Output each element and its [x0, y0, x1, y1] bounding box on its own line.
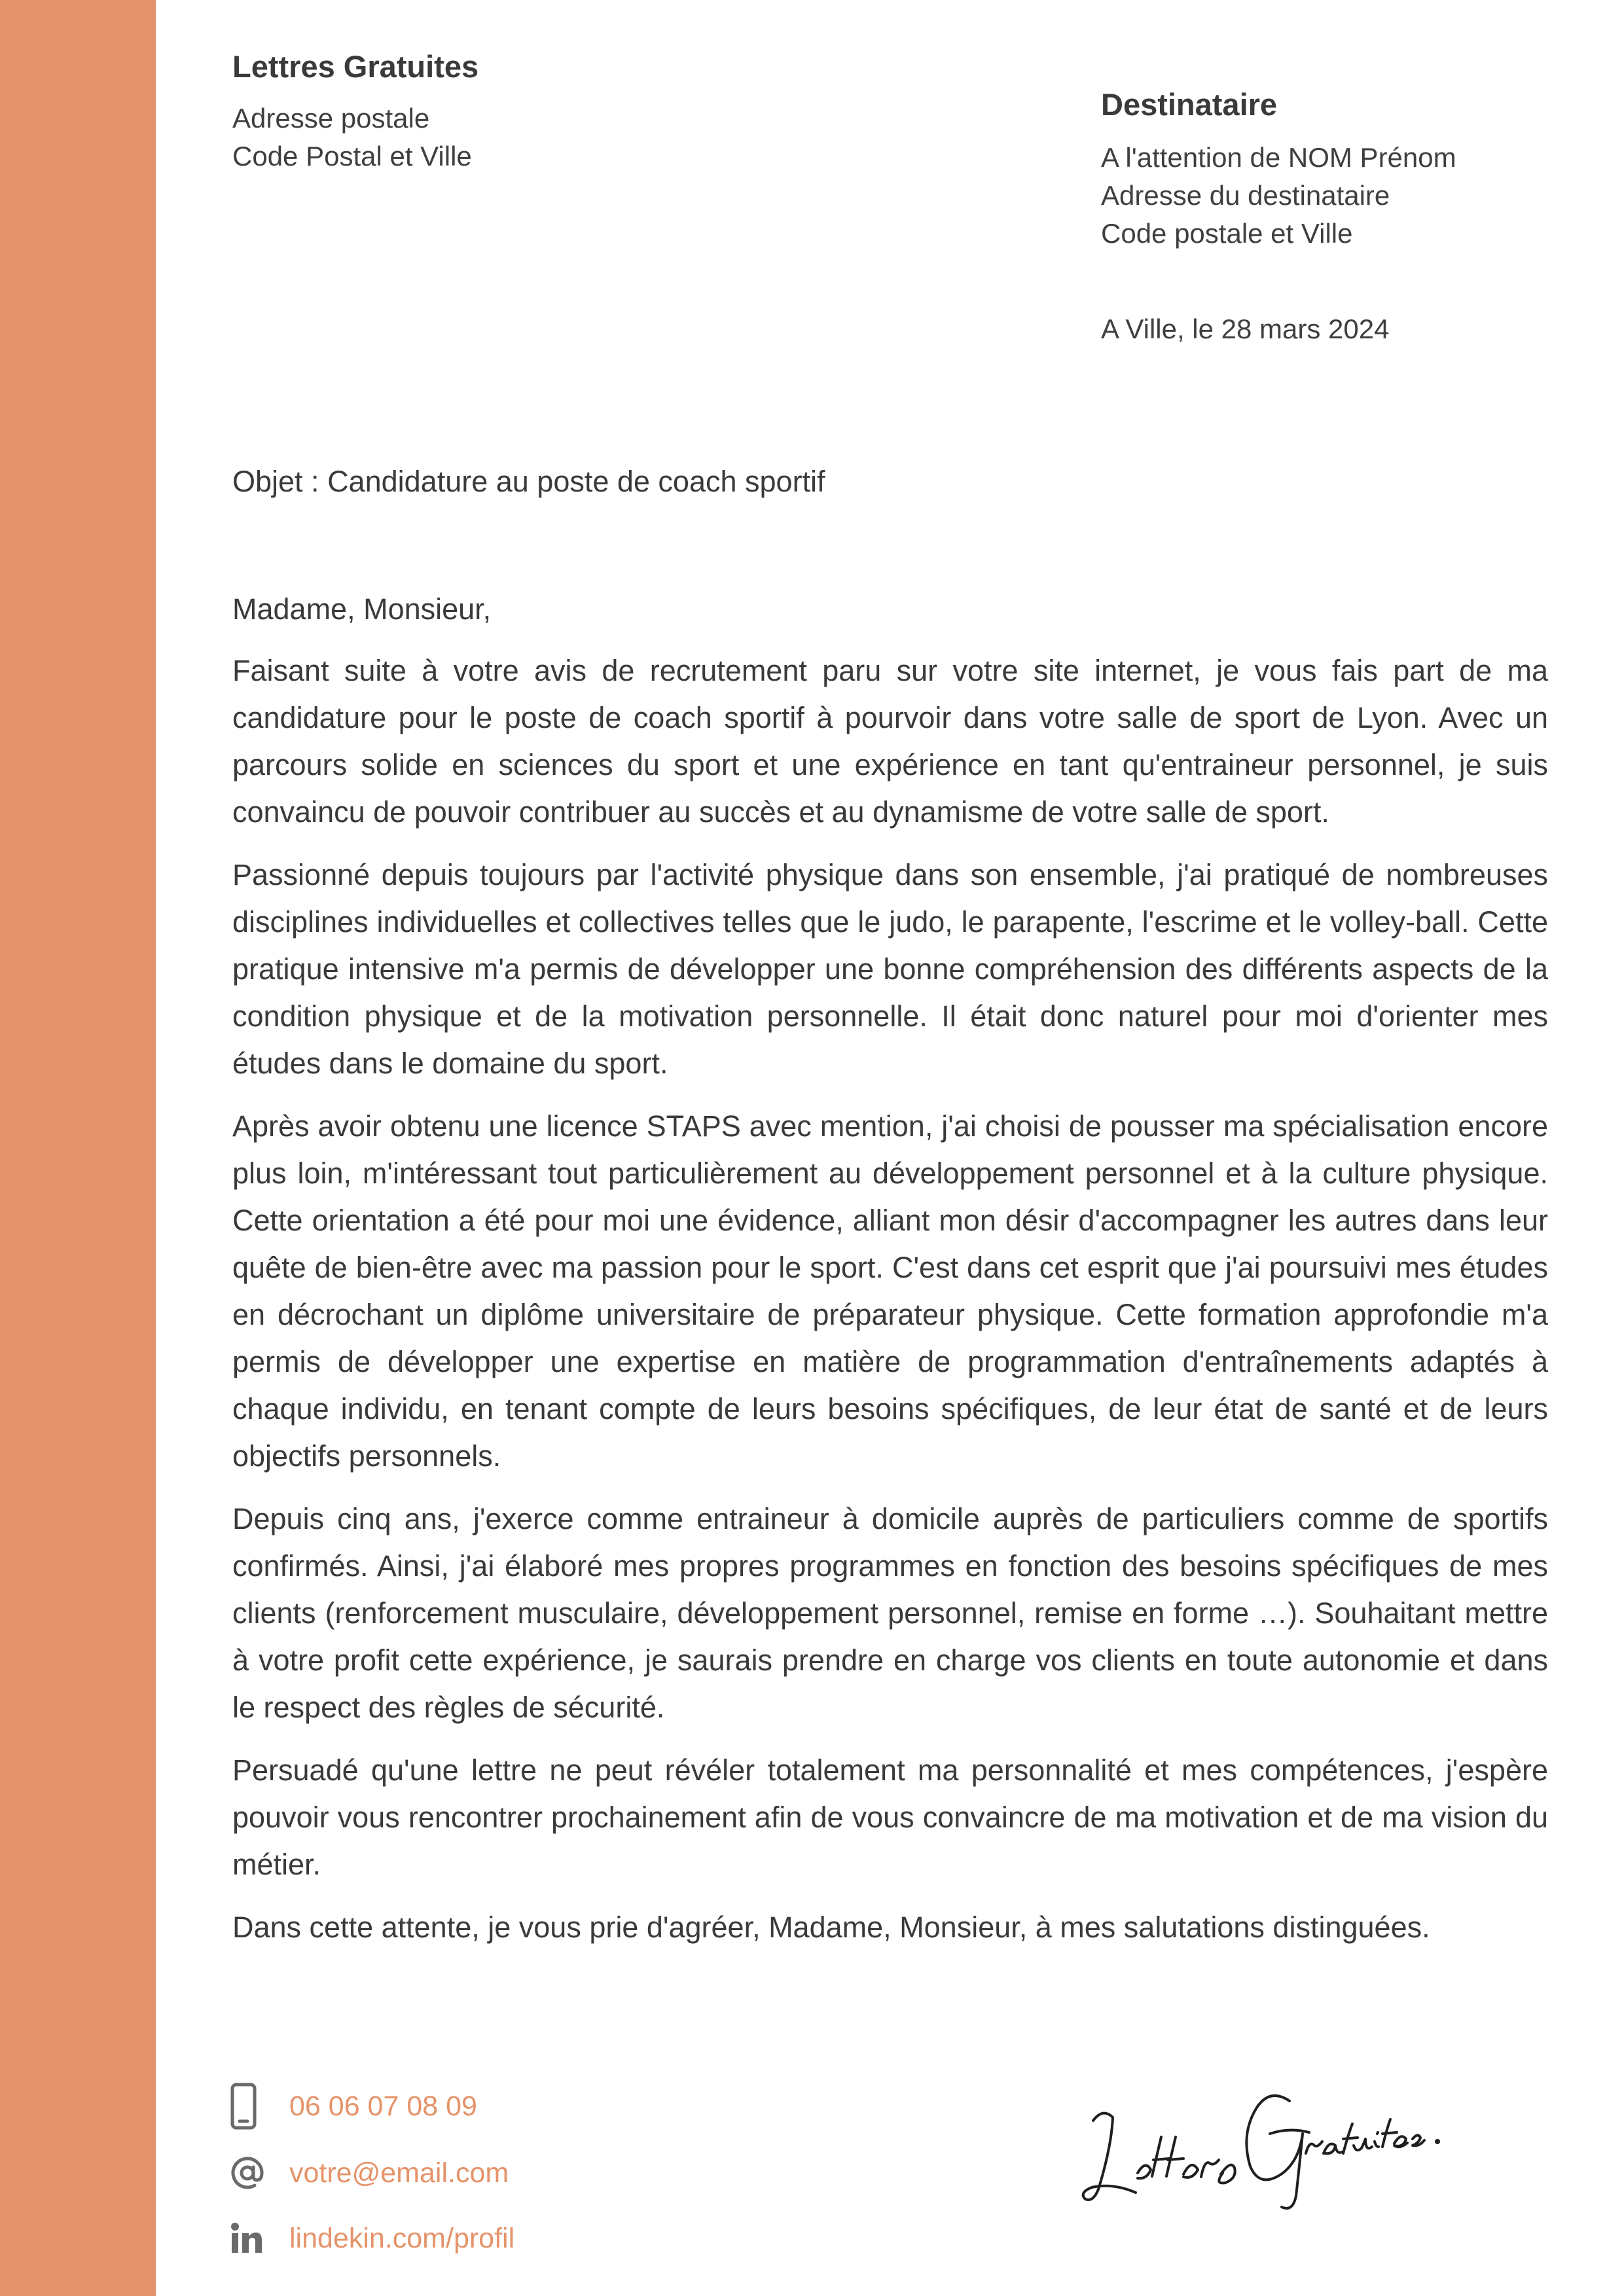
paragraph-2: Passionné depuis toujours par l'activité physique dans son ensemble, j'ai pratiqué de nombreuses disciplines individuelles et collectives telles que le judo, le parapente, l'escrime et le volley-ball. Cette pratique intensive m'a permis de développer une bonne compréhension des différents aspects de la condition physique et de la motivation personnelle. Il était donc naturel pour moi d'orienter mes études dans le domaine du sport. — [232, 858, 1548, 1080]
recipient-line3: Code postale et Ville — [1101, 218, 1353, 249]
letter-date: A Ville, le 28 mars 2024 — [1101, 314, 1390, 344]
salutation: Madame, Monsieur, — [232, 592, 492, 626]
recipient-block — [1101, 85, 1598, 253]
letter-subject: Objet : Candidature au poste de coach sportif — [232, 465, 825, 498]
linkedin-icon — [230, 2212, 276, 2265]
contact-phone — [230, 2080, 820, 2132]
paragraph-5: Persuadé qu'une lettre ne peut révéler totalement ma personnalité et mes compétences, j'espère pouvoir vous rencontrer prochainement afin de vous convaincre de ma motivation et de ma vision du métier. — [232, 1753, 1548, 1881]
sender-name: Lettres Gratuites — [232, 49, 479, 84]
recipient-line1: A l'attention de NOM Prénom — [1101, 142, 1456, 173]
sender-address-line1: Adresse postale — [232, 103, 430, 134]
contact-linkedin — [230, 2212, 820, 2265]
paragraph-3: Après avoir obtenu une licence STAPS avec mention, j'ai choisi de pousser ma spécialisation encore plus loin, m'intéressant tout particulièrement au développement personnel et à la culture physique. Cette orientation a été pour moi une évidence, alliant mon désir d'accompagner les autres dans leur quête de bien-être avec ma passion pour le sport. C'est dans cet esprit que j'ai poursuivi mes études en décrochant un diplôme universitaire de préparateur physique. Cette formation approfondie m'a permis de développer une expertise en matière de programmation d'entraînements adaptés à chaque individu, en tenant compte de leurs besoins spécifiques, de leur état de santé et de leurs objectifs personnels. — [232, 1109, 1548, 1473]
contact-email — [230, 2147, 820, 2199]
linkedin-url[interactable]: lindekin.com/profil — [289, 2222, 515, 2254]
sender-address-line2: Code Postal et Ville — [232, 141, 472, 171]
at-sign-icon — [230, 2147, 276, 2199]
sender-block — [232, 47, 821, 175]
handwritten-signature — [1074, 2062, 1466, 2212]
phone-number[interactable]: 06 06 07 08 09 — [289, 2090, 477, 2122]
paragraph-1: Faisant suite à votre avis de recrutement paru sur votre site internet, je vous fais part de ma candidature pour le poste de coach sportif à pourvoir dans votre salle de sport de Lyon. Avec un parcours solide en sciences du sport et une expérience en tant qu'entraineur personnel, je suis convaincu de pouvoir contribuer au succès et au dynamisme de votre salle de sport. — [232, 654, 1548, 829]
closing: Dans cette attente, je vous prie d'agréer, Madame, Monsieur, à mes salutations distinguées. — [232, 1910, 1430, 1944]
paragraph-4: Depuis cinq ans, j'exerce comme entraineur à domicile auprès de particuliers comme de sportifs confirmés. Ainsi, j'ai élaboré mes propres programmes en fonction des besoins spécifiques de mes clients (renforcement musculaire, développement personnel, remise en forme …). Souhaitant mettre à votre profit cette expérience, je saurais prendre en charge vos clients en toute autonomie et dans le respect des règles de sécurité. — [232, 1502, 1548, 1724]
mobile-phone-icon — [230, 2080, 276, 2132]
accent-sidebar — [0, 0, 156, 2296]
letter-body — [232, 586, 1548, 1967]
recipient-line2: Adresse du destinataire — [1101, 180, 1390, 211]
email-address[interactable]: votre@email.com — [289, 2157, 509, 2189]
recipient-title: Destinataire — [1101, 87, 1278, 122]
